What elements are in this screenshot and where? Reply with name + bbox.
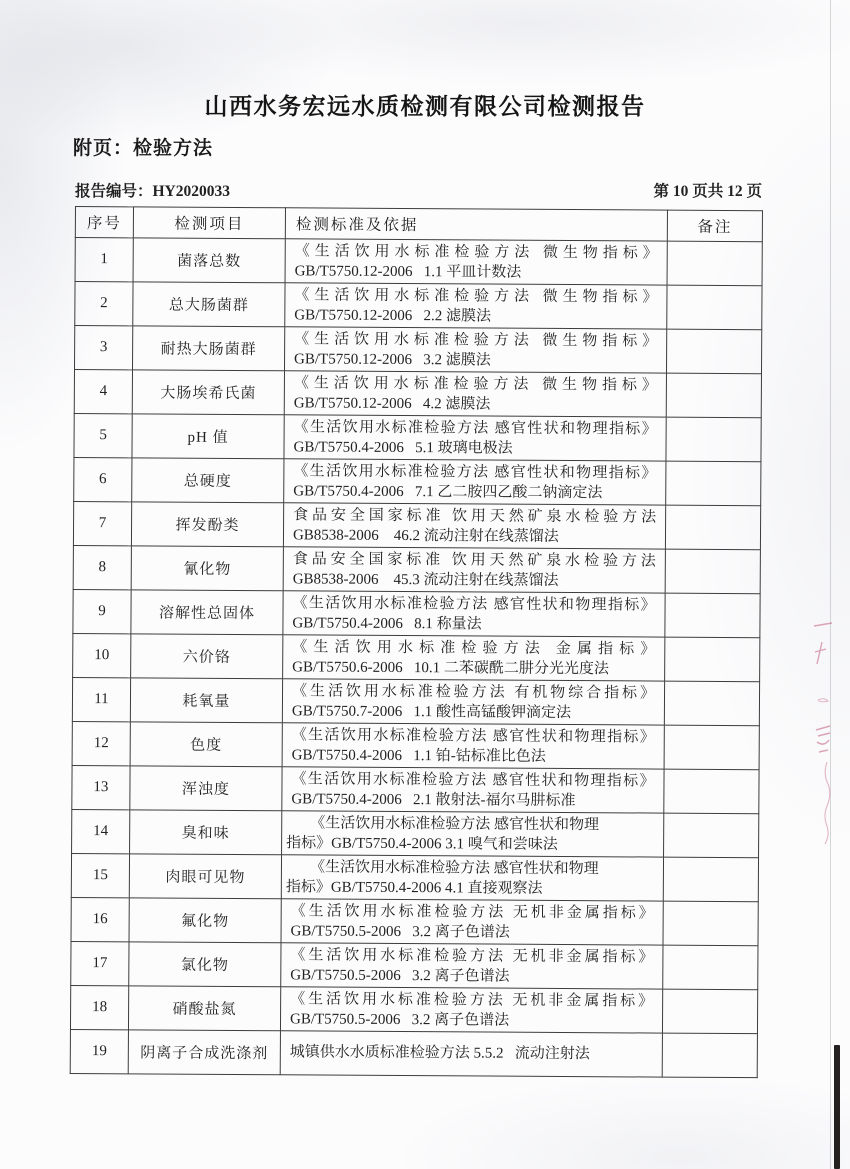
standard-cell [280, 987, 662, 1033]
standard-line1: 城镇供水水质标准检验方法 5.5.2 流动注射法 [289, 1044, 590, 1063]
standard-line2: 指标》GB/T5750.4-2006 3.1 嗅气和尝味法 [286, 834, 558, 853]
table-row [75, 326, 762, 374]
test-item-cell: 浑浊度 [130, 766, 282, 811]
remark-cell [666, 329, 761, 374]
standard-line2: GB8538-2006 46.2 流动注射在线蒸馏法 [292, 526, 559, 545]
remark-cell [664, 813, 759, 858]
standard-line2: GB/T5750.4-2006 8.1 称量法 [292, 614, 482, 632]
header-remark: 备注 [667, 210, 762, 242]
standard-line2: GB/T5750.12-2006 4.2 滤膜法 [293, 394, 491, 413]
standard-line2: GB/T5750.4-2006 2.1 散射法-福尔马肼标准 [291, 790, 576, 809]
row-number-cell: 11 [72, 677, 130, 721]
test-item-cell: 阴离子合成洗涤剂 [128, 1030, 280, 1075]
remark-cell [666, 461, 761, 506]
row-number-cell: 4 [74, 370, 132, 414]
test-item-cell: 大肠埃希氏菌 [132, 370, 284, 415]
standard-line2: GB/T5750.4-2006 1.1 铂-钴标准比色法 [291, 746, 546, 765]
standard-cell [283, 503, 665, 549]
row-number-cell: 16 [71, 897, 129, 941]
test-item-cell: 总硬度 [132, 458, 284, 503]
standard-line1: 《生活饮用水标准检验方法 感官性状和物理 [310, 814, 600, 833]
test-item-cell: 臭和味 [130, 810, 282, 855]
standard-line2: GB/T5750.5-2006 3.2 离子色谱法 [289, 1010, 510, 1029]
standard-line2: GB/T5750.4-2006 5.1 玻璃电极法 [293, 438, 513, 457]
standard-cell [281, 855, 663, 901]
table-row [72, 677, 759, 725]
standard-cell [284, 415, 666, 461]
scan-page-edge-line [830, 0, 831, 1169]
standard-cell [281, 943, 663, 989]
row-number-cell: 8 [73, 545, 131, 589]
remark-cell [667, 241, 762, 286]
row-number-cell: 18 [70, 985, 128, 1029]
table-row [72, 765, 759, 813]
row-number-cell: 12 [72, 721, 130, 765]
table-row [74, 370, 761, 418]
test-item-cell: 耗氧量 [130, 678, 282, 723]
row-number-cell: 3 [75, 326, 133, 370]
remark-cell [665, 637, 760, 682]
standard-line2: GB/T5750.6-2006 10.1 二苯碳酰二肼分光光度法 [292, 658, 609, 677]
standard-line2: GB/T5750.12-2006 2.2 滤膜法 [294, 306, 492, 325]
row-number-cell: 6 [74, 457, 132, 501]
test-item-cell: 六价铬 [131, 634, 283, 679]
header-serial-number: 序号 [75, 207, 133, 238]
standard-line1: 《生活饮用水标准检验方法 感官性状和物理指标》 [293, 418, 657, 438]
standard-cell [282, 811, 664, 857]
remark-cell [663, 857, 758, 902]
remark-cell [662, 989, 757, 1034]
standard-line2: GB/T5750.5-2006 3.2 离子色谱法 [290, 966, 510, 985]
standard-line2: GB8538-2006 45.3 流动注射在线蒸馏法 [292, 570, 559, 589]
handwritten-red-marks [800, 612, 844, 862]
standard-line1: 《生活饮用水标准检验方法 感官性状和物理指标》 [293, 462, 657, 482]
standard-line1: 《生活饮用水标准检验方法 微生物指标》 [294, 242, 658, 262]
remark-cell [664, 681, 759, 726]
standard-cell [282, 679, 664, 725]
row-number-cell: 17 [71, 941, 129, 985]
report-number: 报告编号：HY2020033 [75, 183, 231, 200]
table-row [73, 589, 760, 637]
table-row [70, 985, 757, 1033]
remark-cell [665, 505, 760, 550]
page-title: 山西水务宏远水质检测有限公司检测报告 [204, 93, 646, 119]
row-number-cell: 10 [73, 633, 131, 677]
row-number-cell: 19 [70, 1029, 128, 1073]
standard-line1: 《生活饮用水标准检验方法 感官性状和物理 [309, 858, 599, 877]
table-row [74, 413, 761, 461]
test-item-cell: 挥发酚类 [131, 502, 283, 547]
remark-cell [664, 769, 759, 814]
remark-cell [665, 549, 760, 594]
standard-cell [280, 1031, 662, 1077]
remark-cell [667, 285, 762, 330]
table-row [73, 633, 760, 681]
test-methods-table [70, 206, 763, 1078]
table-row [75, 238, 762, 286]
row-number-cell: 5 [74, 413, 132, 457]
standard-cell [284, 327, 666, 373]
table-row [74, 457, 761, 505]
standard-line1: 《生活饮用水标准检验方法 无机非金属指标》 [290, 990, 654, 1010]
table-row [72, 721, 759, 769]
standard-line1: 《生活饮用水标准检验方法 微生物指标》 [293, 374, 657, 394]
standard-line1: 《生活饮用水标准检验方法 有机物综合指标》 [291, 682, 656, 702]
standard-line2: GB/T5750.7-2006 1.1 酸性高锰酸钾滴定法 [291, 702, 572, 721]
test-item-cell: 氯化物 [129, 942, 281, 987]
test-item-cell: 总大肠菌群 [133, 282, 285, 327]
standard-cell [284, 371, 666, 417]
test-item-cell: 肉眼可见物 [129, 854, 281, 899]
standard-cell [283, 591, 665, 637]
test-item-cell: 色度 [130, 722, 282, 767]
table-header [75, 207, 762, 242]
scan-edge-shadow [834, 1045, 840, 1169]
table-row [71, 941, 758, 989]
test-item-cell: 耐热大肠菌群 [133, 326, 285, 371]
standard-line1: 《生活饮用水标准检验方法 微生物指标》 [294, 330, 658, 350]
table-row [73, 501, 760, 549]
standard-line2: GB/T5750.12-2006 3.2 滤膜法 [294, 350, 491, 369]
table-row [71, 853, 758, 901]
standard-line1: 《生活饮用水标准检验方法 无机非金属指标》 [290, 946, 654, 966]
standard-line2: GB/T5750.4-2006 7.1 乙二胺四乙酸二钠滴定法 [293, 482, 603, 501]
standard-line1: 《生活饮用水标准检验方法 微生物指标》 [294, 286, 658, 306]
test-item-cell: pH 值 [132, 414, 284, 459]
row-number-cell: 7 [73, 501, 131, 545]
test-item-cell: 氰化物 [131, 546, 283, 591]
remark-cell [662, 1033, 757, 1078]
standard-cell [281, 899, 663, 945]
standard-cell [283, 547, 665, 593]
remark-cell [666, 417, 761, 462]
row-number-cell: 1 [75, 238, 133, 282]
remark-cell [663, 901, 758, 946]
standard-cell [282, 723, 664, 769]
standard-line1: 《生活饮用水标准检验方法 金属指标》 [292, 638, 656, 658]
table-row [75, 282, 762, 330]
standard-line1: 《生活饮用水标准检验方法 无机非金属指标》 [290, 902, 654, 922]
standard-cell [284, 459, 666, 505]
standard-line1: 《生活饮用水标准检验方法 感官性状和物理指标》 [292, 594, 656, 614]
remark-cell [663, 945, 758, 990]
standard-line1: 《生活饮用水标准检验方法 感官性状和物理指标》 [291, 770, 655, 790]
standard-line1: 食品安全国家标准 饮用天然矿泉水检验方法 [293, 506, 657, 526]
test-item-cell: 硝酸盐氮 [128, 986, 280, 1031]
table-row [72, 809, 759, 857]
standard-cell [283, 635, 665, 681]
attachment-subtitle: 附页：检验方法 [73, 138, 214, 159]
row-number-cell: 2 [75, 282, 133, 326]
page-indicator: 第 10 页共 12 页 [653, 183, 762, 200]
standard-cell [285, 239, 667, 285]
remark-cell [666, 373, 761, 418]
remark-cell [664, 725, 759, 770]
standard-line2: GB/T5750.5-2006 3.2 离子色谱法 [290, 922, 510, 941]
standard-cell [285, 283, 667, 329]
standard-cell [282, 767, 664, 813]
test-item-cell: 氟化物 [129, 898, 281, 943]
standard-line2: 指标》GB/T5750.4-2006 4.1 直接观察法 [285, 878, 543, 897]
test-item-cell: 菌落总数 [133, 238, 285, 283]
table-row [71, 897, 758, 945]
header-standard: 检测标准及依据 [285, 208, 667, 241]
standard-line1: 《生活饮用水标准检验方法 感官性状和物理指标》 [291, 726, 655, 746]
row-number-cell: 14 [72, 809, 130, 853]
row-number-cell: 15 [71, 853, 129, 897]
meta-row [75, 179, 762, 201]
header-test-item: 检测项目 [133, 207, 285, 239]
remark-cell [665, 593, 760, 638]
table-row [70, 1029, 757, 1077]
test-item-cell: 溶解性总固体 [131, 590, 283, 635]
standard-line1: 食品安全国家标准 饮用天然矿泉水检验方法 [292, 550, 656, 570]
row-number-cell: 9 [73, 589, 131, 633]
standard-line2: GB/T5750.12-2006 1.1 平皿计数法 [294, 262, 522, 281]
row-number-cell: 13 [72, 765, 130, 809]
table-row [73, 545, 760, 593]
